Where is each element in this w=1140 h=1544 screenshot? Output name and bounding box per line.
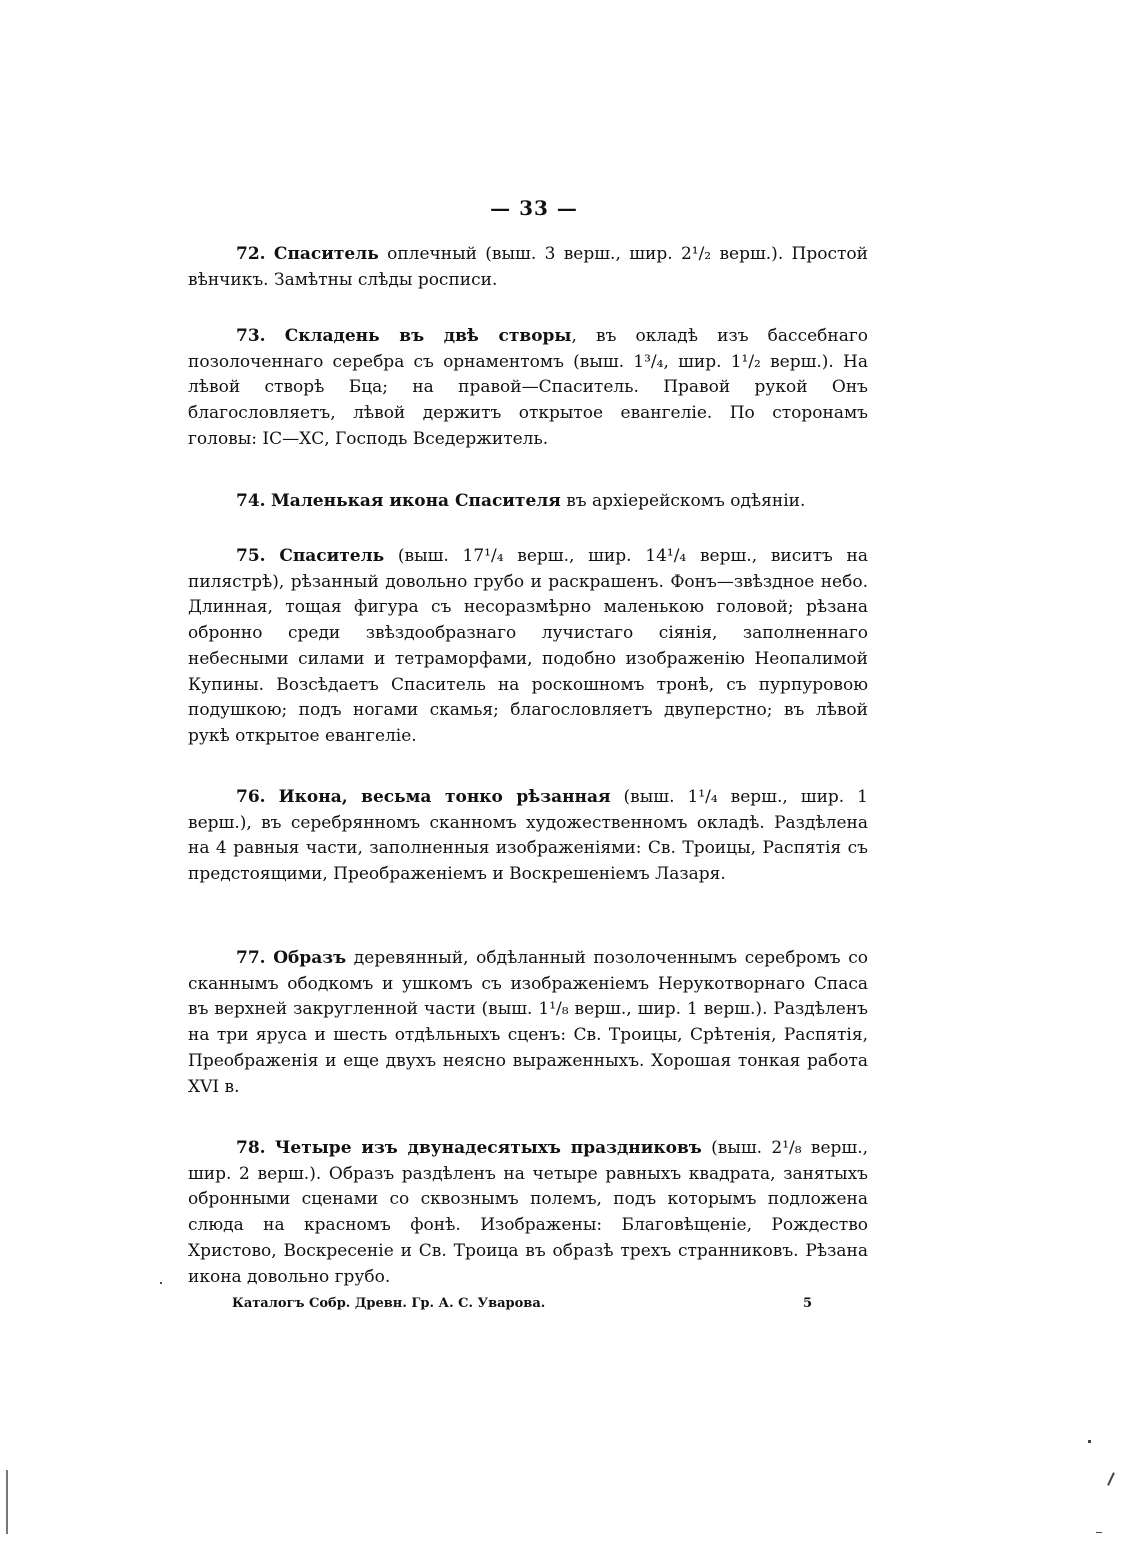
entry-title: Образъ (273, 948, 347, 968)
footer-catalog-title: Каталогъ Собр. Древн. Гр. А. С. Уварова. (232, 1296, 546, 1311)
entry-title: Складень въ двѣ створы (284, 326, 572, 346)
catalog-entry-78 (188, 1136, 868, 1290)
entry-text: въ архіерейскомъ одѣяніи. (560, 491, 806, 511)
entry-number: 73. (236, 326, 266, 346)
entry-number: 74. (236, 491, 266, 511)
scan-speck (160, 1282, 162, 1284)
entry-title: Спаситель (279, 546, 385, 566)
entry-number: 78. (236, 1138, 266, 1158)
entry-number: 72. (236, 244, 266, 264)
entry-title: Четыре изъ двунадесятыхъ праздниковъ (274, 1138, 702, 1158)
scan-speck (1107, 1472, 1115, 1486)
catalog-entry-72 (188, 242, 868, 293)
entry-text: (выш. 2¹/₈ верш., шир. 2 верш.). Образъ раздѣленъ на четыре равныхъ квадрата, занятыхъ обронными сценами со сквознымъ полемъ, подъ которымъ подложена слюда на красномъ фонѣ. Изображены: Благовѣщеніе, Рождество Христово, Воскресеніе и Св. Троица въ образѣ трехъ странниковъ. Рѣзана икона довольно грубо. (188, 1138, 868, 1287)
catalog-entry-74 (188, 489, 868, 515)
entry-text: (выш. 1¹/₄ верш., шир. 1 верш.), въ серебрянномъ сканномъ художественномъ окладѣ. Раздѣлена на 4 равныя части, заполненныя изображеніями: Св. Троицы, Распятія съ предстоящими, Преображеніемъ и Воскрешеніемъ Лазаря. (188, 787, 869, 885)
entry-title: Икона, весьма тонко рѣзанная (278, 787, 611, 807)
scan-edge-line (6, 1470, 8, 1534)
catalog-entry-75 (188, 544, 868, 750)
entry-title: Спаситель (273, 244, 379, 264)
entry-text: , въ окладѣ изъ бассебнаго позолоченнаго серебра съ орнаментомъ (выш. 1³/₄, шир. 1¹/₂ верш.). На лѣвой створѣ Бца; на правой—Спаситель. Правой рукой Онъ благословляетъ, лѣвой держитъ открытое евангеліе. По сторонамъ головы: ІС—ХС, Господь Вседержитель. (188, 326, 868, 449)
entry-text: деревянный, обдѣланный позолоченнымъ серебромъ со сканнымъ ободкомъ и ушкомъ съ изображеніемъ Нерукотворнаго Спаса въ верхней закругленной части (выш. 1¹/₈ верш., шир. 1 верш.). Раздѣленъ на три яруса и шесть отдѣльныхъ сценъ: Св. Троицы, Срѣтенія, Распятія, Преображенія и еще двухъ неясно выраженныхъ. Хорошая тонкая работа XVI в. (188, 948, 868, 1097)
entry-number: 77. (236, 948, 266, 968)
entry-text: оплечный (выш. 3 верш., шир. 2¹/₂ верш.). Простой вѣнчикъ. Замѣтны слѣды росписи. (188, 244, 868, 290)
scan-speck (1088, 1440, 1091, 1443)
catalog-entry-77 (188, 946, 868, 1100)
scan-speck (1096, 1532, 1102, 1533)
catalog-entry-76 (188, 785, 868, 888)
entry-number: 76. (236, 787, 266, 807)
page-footer (232, 1296, 812, 1311)
catalog-entry-73 (188, 324, 868, 453)
entry-title: Маленькая икона Спасителя (270, 491, 561, 511)
footer-signature-mark: 5 (802, 1296, 812, 1311)
entry-text: (выш. 17¹/₄ верш., шир. 14¹/₄ верш., виситъ на пилястрѣ), рѣзанный довольно грубо и раскрашенъ. Фонъ—звѣздное небо. Длинная, тощая фигура съ несоразмѣрно маленькою головой; рѣзана обронно среди звѣздообразнаго лучистаго сіянія, заполненнаго небесными силами и тетраморфами, подобно изображенію Неопалимой Купины. Возсѣдаетъ Спаситель на роскошномъ тронѣ, съ пурпуровою подушкою; подъ ногами скамья; благословляетъ двуперстно; въ лѣвой рукѣ открытое евангеліе. (188, 546, 869, 746)
entry-number: 75. (236, 546, 266, 566)
page-number: — 33 — (490, 196, 578, 220)
